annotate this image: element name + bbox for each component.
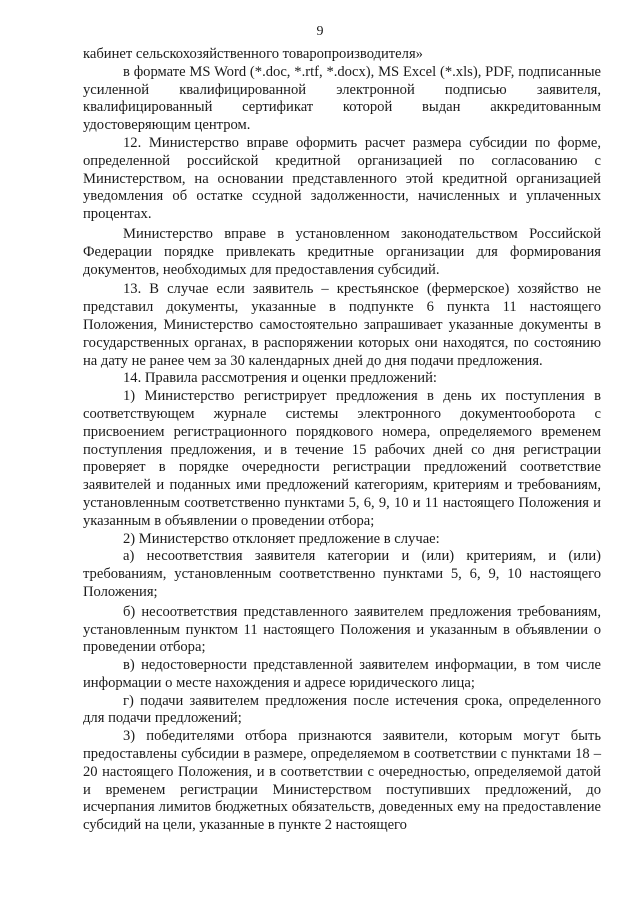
paragraph-subitem-a: а) несоответствия заявителя категории и (или) критериям, и (или) требованиям, установленным соответственно пунктами 5, 6, 9, 10 настоящего Положения; [83,548,601,600]
paragraph-item-13: 13. В случае если заявитель – крестьянское (фермерское) хозяйство не представил документы, указанные в подпункте 6 пункта 11 настоящего Положения, Министерство самостоятельно запрашивает указанные документы в государственных органах, в распоряжении которых они находятся, по состоянию на дату не ранее чем за 30 календарных дней до дня подачи предложения. [83,281,601,369]
paragraph-subitem-v: в) недостоверности представленной заявителем информации, в том числе информации о месте нахождения и адресе юридического лица; [83,657,601,691]
paragraph-credit-organizations: Министерство вправе в установленном законодательством Российской Федерации порядке привлекать кредитные организации для формирования документов, необходимых для предоставления субсидий. [83,225,601,278]
paragraph-subitem-g: г) подачи заявителем предложения после истечения срока, определенного для подачи предложений; [83,692,601,727]
paragraph-subitem-2: 2) Министерство отклоняет предложение в случае: [123,530,440,547]
paragraph-subitem-3: 3) победителями отбора признаются заявители, которым могут быть предоставлены субсидии в размере, определяемом в соответствии с пунктами 18 – 20 настоящего Положения, и в соответствии с очередностью, определяемой датой и временем регистрации Министерством поступивших предложений, до исчерпания лимитов бюджетных обязательств, доведенных ему на предоставление субсидий на цели, указанные в пункте 2 настоящего [83,728,601,834]
paragraph-file-formats: в формате MS Word (*.doc, *.rtf, *.docx), MS Excel (*.xls), PDF, подписанные усиленной квалифицированной электронной подписью заявителя, квалифицированный сертификат которой выдан аккредитованным удостоверяющим центром. [83,63,601,134]
paragraph-item-12: 12. Министерство вправе оформить расчет размера субсидии по форме, определенной российской кредитной организацией по согласованию с Министерством, на основании представленного этой кредитной организацией уведомления об остатке ссудной задолженности, начисленных и уплаченных процентах. [83,134,601,223]
paragraph-subitem-b: б) несоответствия представленного заявителем предложения требованиям, установленным пунктом 11 настоящего Положения и указанным в объявлении о проведении отбора; [83,603,601,656]
paragraph-item-14: 14. Правила рассмотрения и оценки предложений: [123,370,437,387]
document-body [83,46,601,835]
page-number: 9 [316,24,324,39]
paragraph-cabinet-continuation: кабинет сельскохозяйственного товаропроизводителя» [83,46,423,62]
paragraph-subitem-1: 1) Министерство регистрирует предложения в день их поступления в соответствующем журнале системы электронного документооборота с присвоением регистрационного порядкового номера, определяемого временем поступления предложения, и в течение 15 рабочих дней со дня регистрации проверяет в порядке очередности регистрации предложений соответствие заявителей и поданных ими предложений категориям, критериям и требованиям, установленным соответственно пунктами 5, 6, 9, 10 и 11 настоящего Положения и указанным в объявлении о проведении отбора; [83,388,601,529]
